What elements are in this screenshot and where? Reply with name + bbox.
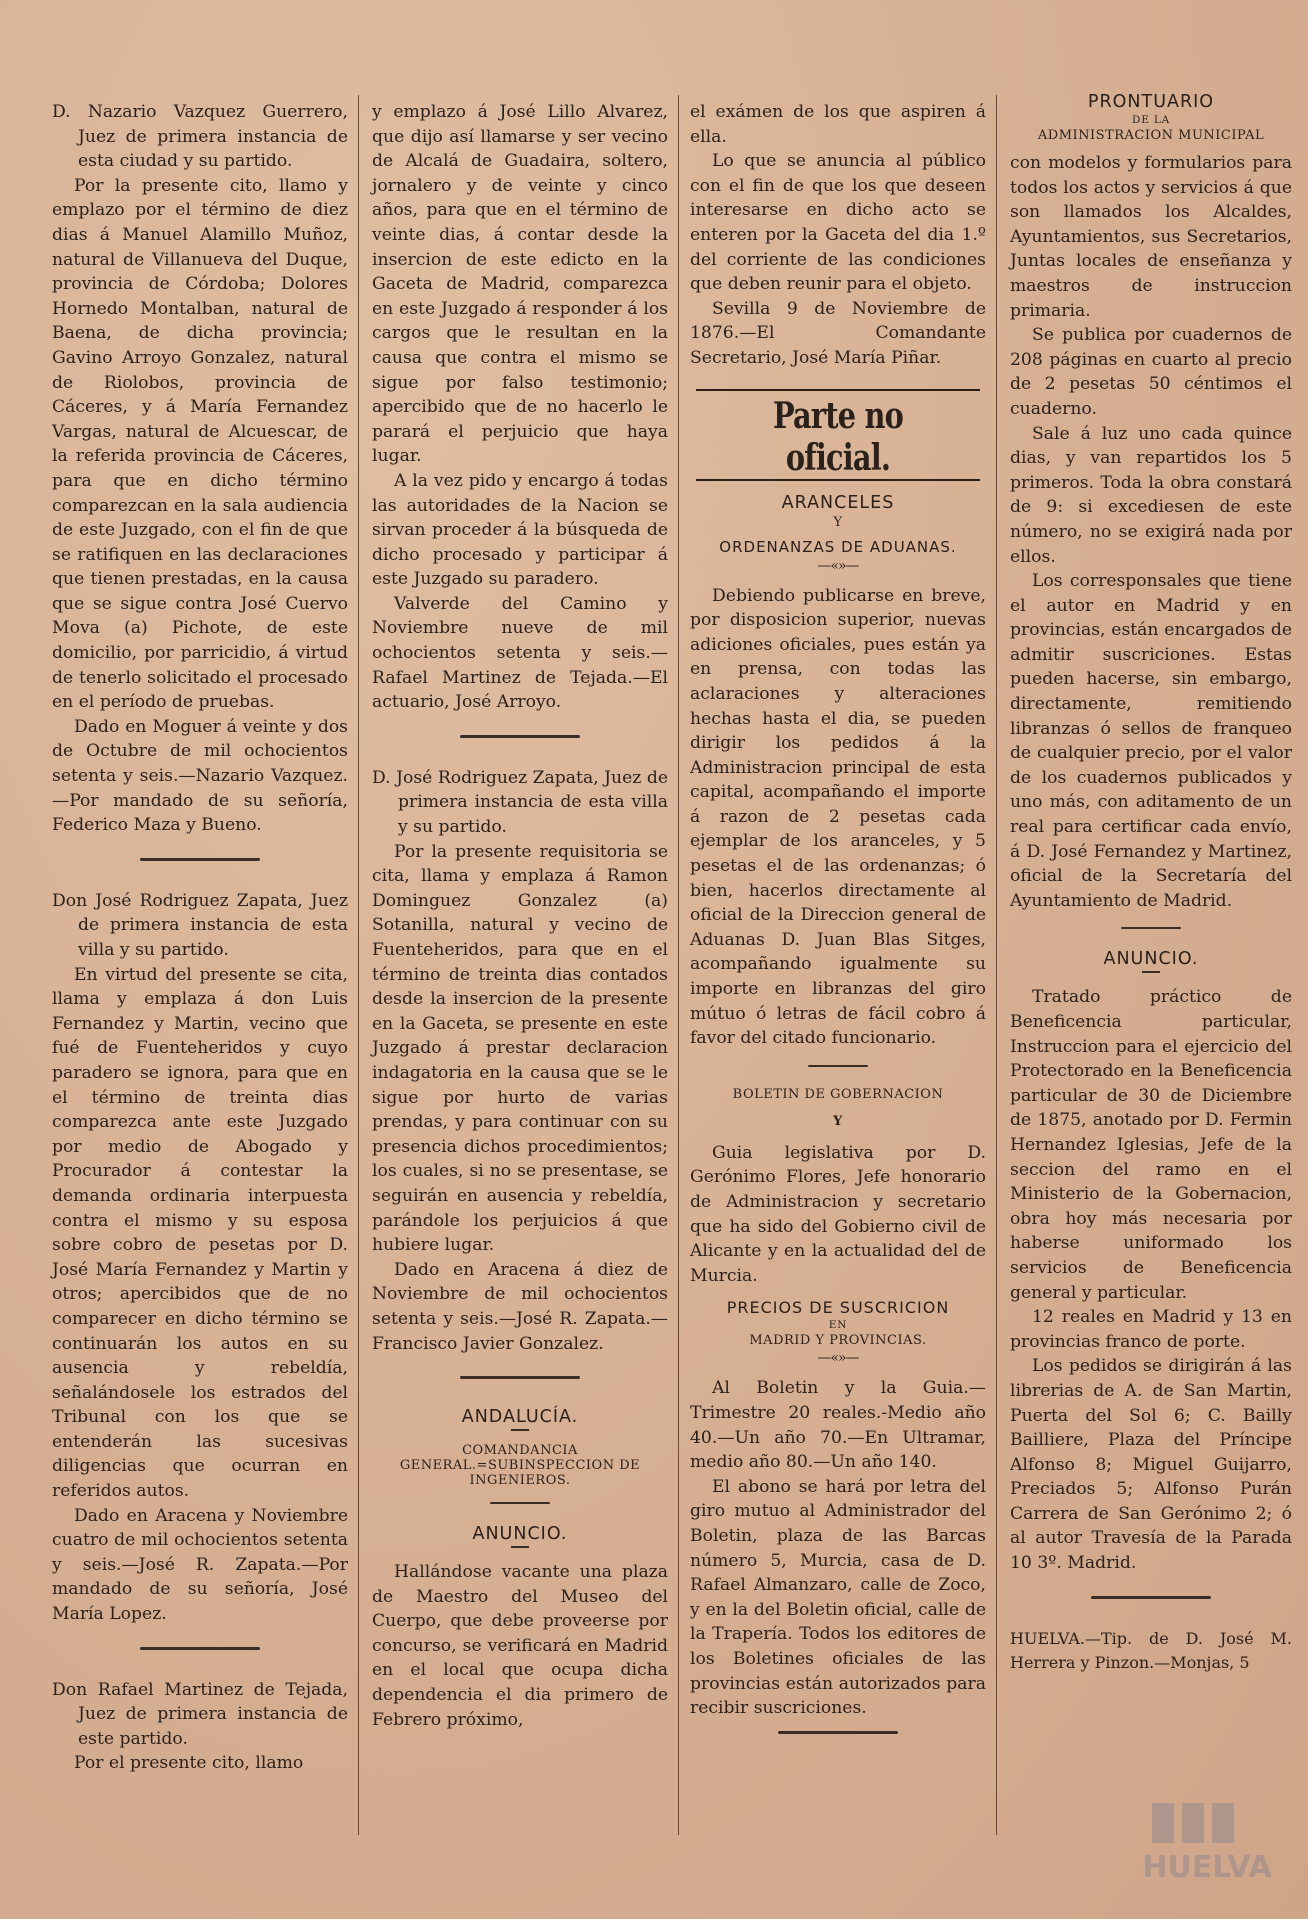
- section-heading: ANUNCIO.: [472, 1524, 568, 1545]
- column-2: [372, 100, 668, 1732]
- separator-rule: [140, 858, 260, 861]
- edict-signature: Dado en Moguer á veinte y dos de Octubre de mil ochocientos setenta y seis.—Nazario Vazquez.—Por mandado de su señoría, Federico Maza y Bueno.: [52, 716, 348, 836]
- separator-dash: [1142, 971, 1160, 973]
- notice-body: Al Boletin y la Guia.—Trimestre 20 reales.-Medio año 40.—Un año 70.—En Ultramar, medio año 80.—Un año 140.: [690, 1378, 986, 1473]
- separator-rule: [490, 1502, 550, 1504]
- column-rule: [996, 95, 997, 1835]
- section-heading: ANDALUCÍA.: [461, 1407, 579, 1428]
- section-subheading: MADRID Y PROVINCIAS.: [749, 1333, 927, 1349]
- column-4: [1010, 92, 1292, 1676]
- edict-body: A la vez pido y encargo á todas las autoridades de la Nacion se sirvan proceder á la búsqueda de dicho procesado y participar á este Juzgado su paradero.: [372, 470, 668, 590]
- column-rule: [678, 95, 679, 1835]
- column-rule: [358, 95, 359, 1835]
- edict-heading: D. José Rodriguez Zapata, Juez de primera instancia de esta villa y su partido.: [372, 767, 668, 838]
- watermark-logo-icon: [1132, 1795, 1282, 1895]
- notice-body: El abono se hará por letra del giro mutuo al Administrador del Boletin, plaza de las Barcas número 5, Murcia, casa de D. Rafael Almanzaro, calle de Zoco, y en la del Boletin oficial, calle de la Trapería. Todos los editores de los Boletines oficiales de las provincias están autorizados para recibir suscriciones.: [690, 1476, 986, 1719]
- edict-continuation: y emplazo á José Lillo Alvarez, que dijo así llamarse y ser vecino de Alcalá de Guadaira, soltero, jornalero y de veinte y cinco años, para que en el término de veinte dias, á contar desde la insercion de este edicto en la Gaceta de Madrid, comparezca en este Juzgado á responder á los cargos que le resultan en la causa que contra el mismo se sigue por falso testimonio; apercibido que de no hacerlo le parará el perjuicio que haya lugar.: [372, 102, 668, 467]
- section-subheading: DE LA: [1132, 114, 1170, 126]
- column-3: [690, 100, 986, 1762]
- separator-dash: [511, 1429, 529, 1431]
- notice-body: 12 reales en Madrid y 13 en provincias franco de porte.: [1010, 1307, 1292, 1352]
- section-heading: PRONTUARIO: [1087, 92, 1215, 112]
- notice-body: con modelos y formularios para todos los actos y servicios á que son llamados los Alcaldes, Ayuntamientos, sus Secretarios, Juntas locales de enseñanza y maestros de instruccion primaria.: [1010, 153, 1292, 321]
- edict-signature: Dado en Aracena y Noviembre cuatro de mil ochocientos setenta y seis.—José R. Zapata.—Por mandado de su señoría, José María Lopez.: [52, 1505, 348, 1625]
- notice-body: Debiendo publicarse en breve, por disposicion superior, nuevas adiciones oficiales, pues están ya en prensa, con todas las aclaraciones y alteraciones hechas hasta el dia, se pueden dirigir los pedidos á la Administracion principal de esta capital, acompañando el importe á razon de 2 pesetas cada ejemplar de los aranceles, y 5 pesetas el de las ordenanzas; ó bien, hacerlos directamente al oficial de la Direccion general de Aduanas D. Juan Blas Sitges, acompañando igualmente su importe en libranzas del giro mútuo ó letras de fácil cobro á favor del citado funcionario.: [690, 585, 986, 1049]
- edict-heading: Don José Rodriguez Zapata, Juez de primera instancia de esta villa y su partido.: [52, 890, 348, 960]
- section-subheading: EN: [828, 1319, 848, 1332]
- section-heading: BOLETIN DE GOBERNACION: [732, 1086, 944, 1102]
- edict-body: Por el presente cito, llamo: [74, 1753, 304, 1774]
- edict-heading: D. Nazario Vazquez Guerrero, Juez de primera instancia de esta ciudad y su partido.: [52, 102, 348, 172]
- edict-body: Por la presente cito, llamo y emplazo por el término de diez dias á Manuel Alamillo Muñoz, natural de Villanueva del Duque, provincia de Córdoba; Dolores Hornedo Montalban, natural de Baena, de dicha provincia; Gavino Arroyo Gonzalez, natural de Riolobos, provincia de Cáceres, y á María Fernandez Vargas, natural de Alcuescar, de la referida provincia de Cáceres, para que en dicho término comparezcan en la sala audiencia de este Juzgado, con el fin de que se ratifiquen en las declaraciones que tienen prestadas, en la causa que se sigue contra José Cuervo Mova (a) Pichote, de este domicilio, por parricidio, á virtud de tenerlo solicitado el procesado en el período de pruebas.: [52, 175, 348, 713]
- separator-rule: [460, 735, 580, 738]
- column-1: [52, 100, 348, 1776]
- edict-heading: Don Rafael Martinez de Tejada, Juez de primera instancia de este partido.: [52, 1679, 348, 1749]
- notice-continuation: el exámen de los que aspiren á ella.: [690, 102, 986, 147]
- section-conjunction: Y: [833, 514, 843, 530]
- edict-body: En virtud del presente se cita, llama y emplaza á don Luis Fernandez y Martin, vecino que fué de Fuenteheridos y cuyo paradero se ignora, para que en el término de treinta dias comparezca ante este Juzgado por medio de Abogado y Procurador á contestar la demanda ordinaria interpuesta contra el mismo y su esposa sobre cobro de pesetas por D. José María Fernandez y Martin y otros; apercibidos que de no comparecer en dicho término se continuarán los autos en su ausencia y rebeldía, señalándosele los estrados del Tribunal con los que se entenderán las sucesivas diligencias que ocurran en referidos autos.: [52, 964, 348, 1502]
- notice-body: Hallándose vacante una plaza de Maestro del Museo del Cuerpo, que debe proveerse por concurso, se verificará en Madrid en el local que ocupa dicha dependencia el dia primero de Febrero próximo,: [372, 1562, 668, 1730]
- notice-body: Tratado práctico de Beneficencia particular, Instruccion para el ejercicio del Protectorado en la Beneficencia particular de 30 de Diciembre de 1875, anotado por D. Fermin Hernandez Iglesias, Jefe de la seccion del ramo en el Ministerio de la Gobernacion, obra hoy más necesaria por haberse uniformado los servicios de Beneficencia general y particular.: [1010, 987, 1292, 1303]
- section-heading: ANUNCIO.: [1103, 949, 1199, 970]
- section-heading: PRECIOS DE SUSCRICION: [726, 1298, 950, 1318]
- notice-signature: Sevilla 9 de Noviembre de 1876.—El Comandante Secretario, José María Piñar.: [690, 298, 986, 368]
- separator-rule: [808, 1065, 868, 1067]
- notice-body: Los pedidos se dirigirán á las librerias de A. de San Martin, Puerta del Sol 6; C. Bailly Bailliere, Plaza del Príncipe Alfonso 8; Miguel Guijarro, Preciados 5; Alfonso Purán Carrera de San Gerónimo 2; ó al autor Travesía de la Parada 10 3º. Madrid.: [1010, 1356, 1292, 1574]
- separator-rule: [140, 1647, 260, 1650]
- notice-body: Los corresponsales que tiene el autor en Madrid y en provincias, están encargados de admitir suscriciones. Estas pueden hacerse, sin embargo, directamente, remitiendo libranzas ó sellos de franqueo de cualquier precio, por el valor de los cuadernos publicados y uno más, con aditamento de un real para certificar cada envío, á D. José Fernandez y Martinez, oficial de la Secretaría del Ayuntamiento de Madrid.: [1010, 571, 1292, 911]
- notice-body: Se publica por cuadernos de 208 páginas en cuarto al precio de 2 pesetas 50 céntimos el cuaderno.: [1010, 325, 1292, 419]
- edict-signature: Dado en Aracena á diez de Noviembre de mil ochocientos setenta y seis.—José R. Zapata.—Francisco Javier Gonzalez.: [372, 1259, 668, 1354]
- notice-body: Lo que se anuncia al público con el fin de que los que deseen interesarse en dicho acto se enteren por la Gaceta del dia 1.º del corriente de las condiciones que deben reunir para el objeto.: [690, 151, 986, 295]
- edict-signature: Valverde del Camino y Noviembre nueve de mil ochocientos setenta y seis.—Rafael Martinez de Tejada.—El actuario, José Arroyo.: [372, 593, 668, 713]
- separator-dash: [511, 1546, 529, 1548]
- section-conjunction: Y: [833, 1113, 843, 1129]
- section-banner-title: Parte no oficial.: [772, 394, 904, 479]
- section-heading: ARANCELES: [781, 492, 895, 513]
- section-banner: [696, 389, 980, 481]
- ornament: —«»—: [817, 557, 859, 574]
- separator-rule: [1091, 1596, 1211, 1599]
- notice-body: Sale á luz uno cada quince dias, y van repartidos los 5 primeros. Toda la obra constará de 9: si excediesen de este número, no se exigirá nada por ellos.: [1010, 423, 1292, 567]
- archive-watermark: [1132, 1795, 1282, 1895]
- separator-rule: [460, 1376, 580, 1379]
- section-heading: ORDENANZAS DE ADUANAS.: [719, 537, 957, 556]
- imprint: HUELVA.—Tip. de D. José M. Herrera y Pinzon.—Monjas, 5: [1010, 1628, 1292, 1673]
- separator-rule: [1121, 927, 1181, 929]
- edict-body: Por la presente requisitoria se cita, llama y emplaza á Ramon Dominguez Gonzalez (a) Sotanilla, natural y vecino de Fuenteheridos, para que en el término de treinta dias contados desde la insercion de la presente en la Gaceta, se presente en este Juzgado á prestar declaracion indagatoria en la causa que se le sigue por hurto de varias prendas, y para continuar con su presencia dichos procedimientos; los cuales, si no se presentase, se seguirán en ausencia y rebeldía, parándole los perjuicios á que hubiere lugar.: [372, 841, 668, 1256]
- watermark-text: HUELVA: [1142, 1850, 1272, 1885]
- notice-body: Guia legislativa por D. Gerónimo Flores, Jefe honorario de Administracion y secretario que ha sido del Gobierno civil de Alicante y en la actualidad del de Murcia.: [690, 1142, 986, 1286]
- ornament: —«»—: [817, 1350, 859, 1367]
- section-subheading: ADMINISTRACION MUNICIPAL: [1037, 128, 1265, 143]
- separator-rule: [778, 1731, 898, 1734]
- section-subheading: COMANDANCIA GENERAL.=SUBINSPECCION DE INGENIEROS.: [399, 1443, 641, 1489]
